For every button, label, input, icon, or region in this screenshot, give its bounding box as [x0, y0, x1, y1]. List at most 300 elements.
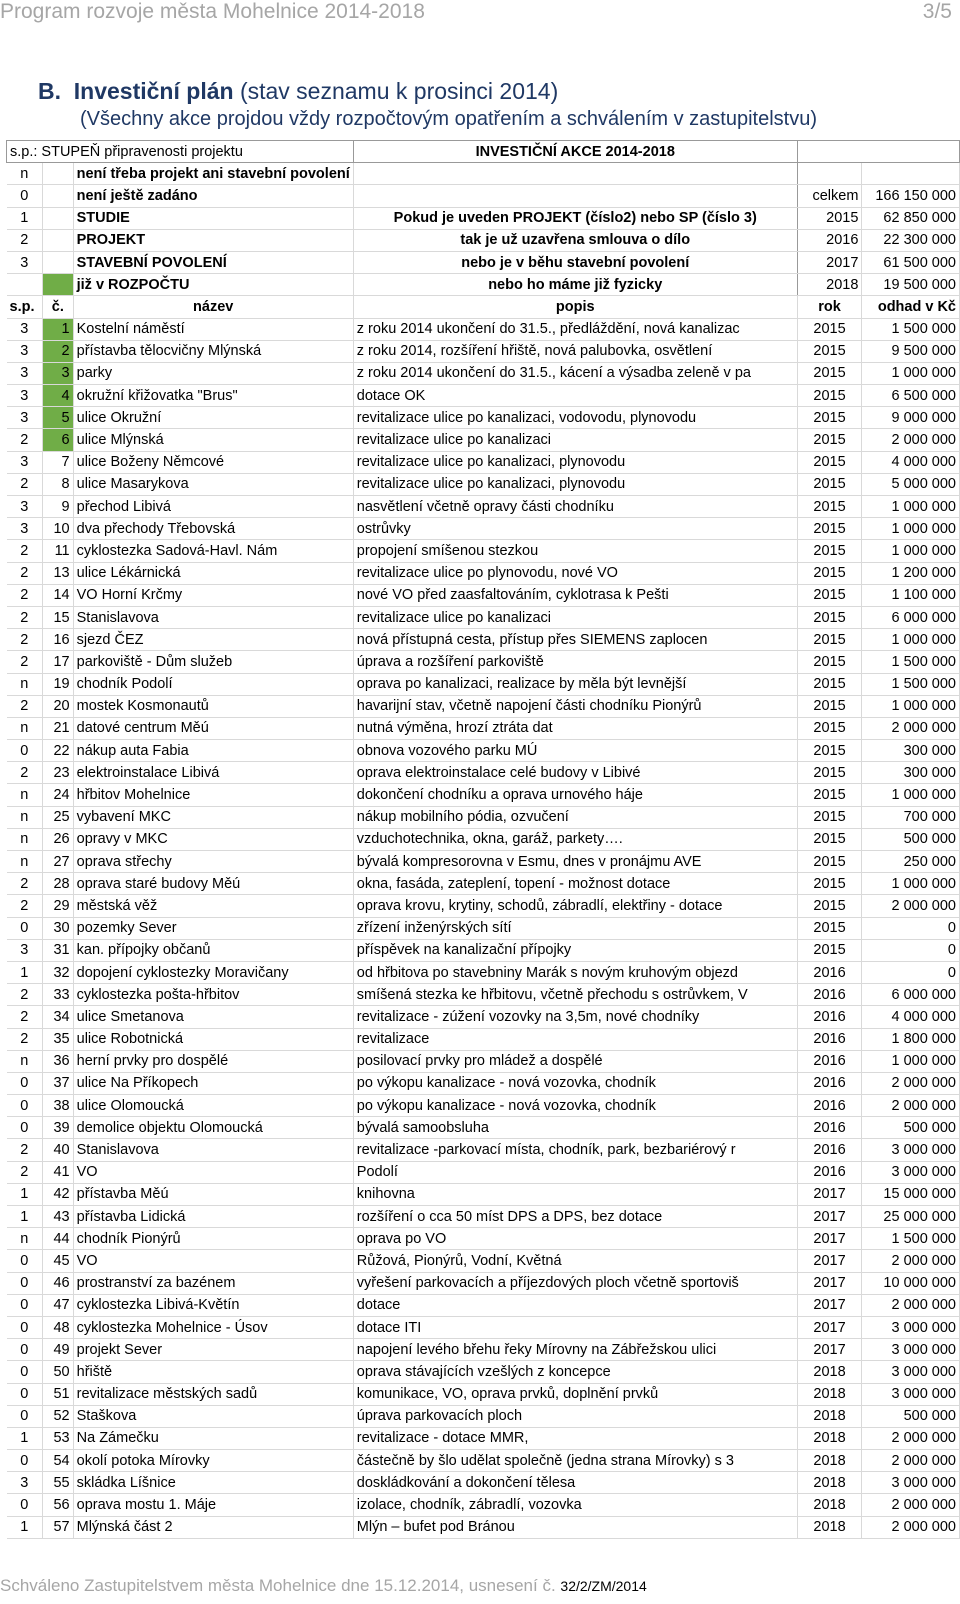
stage-cell: 2 [7, 473, 43, 495]
legend-label: není třeba projekt ani stavební povolení [73, 163, 353, 185]
name-cell: ulice Masarykova [73, 473, 353, 495]
table-row [7, 1339, 960, 1361]
stage-cell: 3 [7, 340, 43, 362]
description-cell: úprava parkovacích ploch [353, 1405, 797, 1427]
table-row [7, 629, 960, 651]
section-heading [38, 78, 558, 105]
name-cell: Kostelní náměstí [73, 318, 353, 340]
number-cell: 1 [42, 318, 73, 340]
number-cell: 42 [42, 1183, 73, 1205]
number-cell: 30 [42, 917, 73, 939]
name-cell: herní prvky pro dospělé [73, 1050, 353, 1072]
amount-cell: 2 000 000 [862, 1450, 960, 1472]
amount-cell: 6 500 000 [862, 385, 960, 407]
amount-cell: 2 000 000 [862, 1427, 960, 1449]
table-row [7, 606, 960, 628]
stage-cell: 3 [7, 385, 43, 407]
description-cell: od hřbitova po stavebniny Marák s novým kruhovým objezd [353, 961, 797, 983]
description-cell: oprava elektroinstalace celé budovy v Libivé [353, 762, 797, 784]
name-cell: ulice Lékárnická [73, 562, 353, 584]
stage-cell: 3 [7, 496, 43, 518]
table-row [7, 1316, 960, 1338]
year-cell: 2016 [797, 1028, 862, 1050]
stage-cell: 2 [7, 606, 43, 628]
legend-label: není ještě zadáno [73, 185, 353, 207]
name-cell: VO Horní Krčmy [73, 584, 353, 606]
stage-cell: 2 [7, 984, 43, 1006]
legend-row [7, 274, 960, 296]
name-cell: dva přechody Třebovská [73, 518, 353, 540]
amount-cell: 1 500 000 [862, 318, 960, 340]
amount-cell: 1 000 000 [862, 362, 960, 384]
year-cell: 2015 [797, 606, 862, 628]
year-cell: 2015 [797, 629, 862, 651]
table-row [7, 562, 960, 584]
amount-cell: 25 000 000 [862, 1206, 960, 1228]
number-cell: 15 [42, 606, 73, 628]
table-row [7, 828, 960, 850]
amount-cell: 1 500 000 [862, 651, 960, 673]
name-cell: kan. přípojky občanů [73, 939, 353, 961]
stage-cell: 1 [7, 961, 43, 983]
stage-cell: 2 [7, 562, 43, 584]
name-cell: okružní křižovatka "Brus" [73, 385, 353, 407]
table-row [7, 784, 960, 806]
table-row [7, 473, 960, 495]
legend-row [7, 163, 960, 185]
table-row [7, 1294, 960, 1316]
amount-cell: 3 000 000 [862, 1339, 960, 1361]
amount-cell: 1 000 000 [862, 629, 960, 651]
table-row [7, 695, 960, 717]
description-cell: dotace OK [353, 385, 797, 407]
description-cell: oprava stávajících vzešlých z koncepce [353, 1361, 797, 1383]
legend-year [797, 163, 862, 185]
stage-cell: 2 [7, 429, 43, 451]
legend-label: PROJEKT [73, 229, 353, 251]
legend-year: celkem [797, 185, 862, 207]
amount-cell: 2 000 000 [862, 1494, 960, 1516]
amount-cell: 15 000 000 [862, 1183, 960, 1205]
description-cell: komunikace, VO, oprava prvků, doplnění prvků [353, 1383, 797, 1405]
year-cell: 2015 [797, 496, 862, 518]
number-cell: 20 [42, 695, 73, 717]
amount-cell: 4 000 000 [862, 1006, 960, 1028]
name-cell: oprava staré budovy Měú [73, 873, 353, 895]
description-cell: bývalá kompresorovna v Esmu, dnes v pronájmu AVE [353, 851, 797, 873]
amount-cell: 700 000 [862, 806, 960, 828]
name-cell: městská věž [73, 895, 353, 917]
legend-row [7, 251, 960, 273]
amount-cell: 1 000 000 [862, 540, 960, 562]
page-number: 3/5 [922, 0, 952, 23]
number-cell: 16 [42, 629, 73, 651]
stage-cell: 1 [7, 1427, 43, 1449]
stage-cell: n [7, 806, 43, 828]
description-cell: izolace, chodník, zábradlí, vozovka [353, 1494, 797, 1516]
name-cell: přístavba tělocvičny Mlýnská [73, 340, 353, 362]
year-cell: 2015 [797, 473, 862, 495]
name-cell: parky [73, 362, 353, 384]
name-cell: hřbitov Mohelnice [73, 784, 353, 806]
name-cell: prostranství za bazénem [73, 1272, 353, 1294]
table-title-row [7, 141, 960, 163]
table-row [7, 917, 960, 939]
description-cell: nové VO před zaasfaltováním, cyklotrasa k Pešti [353, 584, 797, 606]
legend-desc: nebo je v běhu stavební povolení [353, 251, 797, 273]
amount-cell: 1 000 000 [862, 1050, 960, 1072]
number-cell: 44 [42, 1228, 73, 1250]
legend-color [42, 229, 73, 251]
name-cell: nákup auta Fabia [73, 740, 353, 762]
description-cell: nová přístupná cesta, přístup přes SIEMENS zaplocen [353, 629, 797, 651]
number-cell: 31 [42, 939, 73, 961]
amount-cell: 0 [862, 939, 960, 961]
year-cell: 2015 [797, 717, 862, 739]
legend-code: 3 [7, 251, 43, 273]
description-cell: po výkopu kanalizace - nová vozovka, chodník [353, 1095, 797, 1117]
table-row [7, 1383, 960, 1405]
name-cell: ulice Okružní [73, 407, 353, 429]
legend-row [7, 185, 960, 207]
page-footer [0, 1576, 960, 1596]
name-cell: dopojení cyklostezky Moravičany [73, 961, 353, 983]
amount-cell: 1 000 000 [862, 873, 960, 895]
number-cell: 21 [42, 717, 73, 739]
number-cell: 45 [42, 1250, 73, 1272]
name-cell: VO [73, 1250, 353, 1272]
legend-year: 2018 [797, 274, 862, 296]
stage-cell: n [7, 717, 43, 739]
name-cell: ulice Olomoucká [73, 1095, 353, 1117]
table-row [7, 673, 960, 695]
year-cell: 2015 [797, 828, 862, 850]
stage-cell: 2 [7, 1006, 43, 1028]
year-cell: 2016 [797, 1050, 862, 1072]
number-cell: 23 [42, 762, 73, 784]
number-cell: 25 [42, 806, 73, 828]
year-cell: 2015 [797, 540, 862, 562]
stage-cell: 3 [7, 318, 43, 340]
legend-desc: tak je už uzavřena smlouva o dílo [353, 229, 797, 251]
stage-cell: 3 [7, 939, 43, 961]
stage-cell: 2 [7, 762, 43, 784]
name-cell: oprava mostu 1. Máje [73, 1494, 353, 1516]
year-cell: 2016 [797, 1095, 862, 1117]
stage-cell: 0 [7, 1294, 43, 1316]
number-cell: 3 [42, 362, 73, 384]
number-cell: 54 [42, 1450, 73, 1472]
stage-cell: n [7, 828, 43, 850]
name-cell: sjezd ČEZ [73, 629, 353, 651]
year-cell: 2018 [797, 1516, 862, 1538]
description-cell: revitalizace ulice po kanalizaci [353, 429, 797, 451]
year-cell: 2015 [797, 584, 862, 606]
stage-cell: 0 [7, 1272, 43, 1294]
stage-cell: 3 [7, 518, 43, 540]
description-cell: revitalizace - zúžení vozovky na 3,5m, nové chodníky [353, 1006, 797, 1028]
year-cell: 2017 [797, 1183, 862, 1205]
table-row [7, 518, 960, 540]
amount-cell: 10 000 000 [862, 1272, 960, 1294]
name-cell: mostek Kosmonautů [73, 695, 353, 717]
table-row [7, 1139, 960, 1161]
column-header: název [73, 296, 353, 318]
table-row [7, 1072, 960, 1094]
legend-desc: nebo ho máme již fyzicky [353, 274, 797, 296]
year-cell: 2018 [797, 1472, 862, 1494]
description-cell: dotace ITI [353, 1316, 797, 1338]
number-cell: 5 [42, 407, 73, 429]
legend-code: n [7, 163, 43, 185]
name-cell: Stanislavova [73, 606, 353, 628]
legend-color [42, 274, 73, 296]
table-row [7, 340, 960, 362]
number-cell: 49 [42, 1339, 73, 1361]
amount-cell: 300 000 [862, 762, 960, 784]
description-cell: nákup mobilního pódia, ozvučení [353, 806, 797, 828]
blank-cell [797, 141, 959, 163]
name-cell: hřiště [73, 1361, 353, 1383]
year-cell: 2016 [797, 1139, 862, 1161]
number-cell: 11 [42, 540, 73, 562]
year-cell: 2016 [797, 1117, 862, 1139]
table-row [7, 1272, 960, 1294]
description-cell: posilovací prvky pro mládež a dospělé [353, 1050, 797, 1072]
year-cell: 2018 [797, 1427, 862, 1449]
name-cell: chodník Podolí [73, 673, 353, 695]
name-cell: chodník Pionýrů [73, 1228, 353, 1250]
name-cell: ulice Smetanova [73, 1006, 353, 1028]
amount-cell: 1 200 000 [862, 562, 960, 584]
number-cell: 24 [42, 784, 73, 806]
year-cell: 2015 [797, 562, 862, 584]
amount-cell: 1 000 000 [862, 784, 960, 806]
table-row [7, 584, 960, 606]
table-row [7, 895, 960, 917]
stage-cell: 2 [7, 1139, 43, 1161]
stage-cell: 2 [7, 540, 43, 562]
name-cell: skládka Líšnice [73, 1472, 353, 1494]
table-row [7, 451, 960, 473]
column-header: č. [42, 296, 73, 318]
number-cell: 39 [42, 1117, 73, 1139]
year-cell: 2018 [797, 1361, 862, 1383]
year-cell: 2017 [797, 1272, 862, 1294]
table-row [7, 1361, 960, 1383]
description-cell: revitalizace ulice po kanalizaci, plynovodu [353, 451, 797, 473]
description-cell: úprava a rozšíření parkoviště [353, 651, 797, 673]
table-row [7, 1405, 960, 1427]
description-cell: nasvětlení včetně opravy části chodníku [353, 496, 797, 518]
number-cell: 57 [42, 1516, 73, 1538]
amount-cell: 3 000 000 [862, 1472, 960, 1494]
amount-cell: 6 000 000 [862, 984, 960, 1006]
legend-amount: 19 500 000 [862, 274, 960, 296]
number-cell: 4 [42, 385, 73, 407]
description-cell: doskládkování a dokončení tělesa [353, 1472, 797, 1494]
table-row [7, 1427, 960, 1449]
table-row [7, 984, 960, 1006]
legend-code: 0 [7, 185, 43, 207]
legend-label: již v ROZPOČTU [73, 274, 353, 296]
amount-cell: 3 000 000 [862, 1383, 960, 1405]
name-cell: ulice Boženy Němcové [73, 451, 353, 473]
name-cell: okolí potoka Mírovky [73, 1450, 353, 1472]
amount-cell: 2 000 000 [862, 717, 960, 739]
table-row [7, 429, 960, 451]
investment-title: INVESTIČNÍ AKCE 2014-2018 [353, 141, 797, 163]
year-cell: 2015 [797, 385, 862, 407]
description-cell: z roku 2014 ukončení do 31.5., kácení a výsadba zeleně v pa [353, 362, 797, 384]
table-row [7, 1183, 960, 1205]
stage-cell: 0 [7, 1072, 43, 1094]
year-cell: 2015 [797, 740, 862, 762]
legend-row [7, 207, 960, 229]
stage-cell: 1 [7, 1206, 43, 1228]
amount-cell: 3 000 000 [862, 1316, 960, 1338]
readiness-title: s.p.: STUPEŇ připravenosti projektu [7, 141, 354, 163]
table-row [7, 496, 960, 518]
year-cell: 2017 [797, 1294, 862, 1316]
table-row [7, 717, 960, 739]
legend-label: STUDIE [73, 207, 353, 229]
description-cell: z roku 2014, rozšíření hřiště, nová palubovka, osvětlení [353, 340, 797, 362]
number-cell: 32 [42, 961, 73, 983]
stage-cell: 2 [7, 584, 43, 606]
table-row [7, 1117, 960, 1139]
table-row [7, 1472, 960, 1494]
name-cell: cyklostezka pošta-hřbitov [73, 984, 353, 1006]
section-title: Investiční plán [73, 78, 234, 104]
number-cell: 14 [42, 584, 73, 606]
description-cell: napojení levého břehu řeky Mírovny na Zábřežskou ulici [353, 1339, 797, 1361]
description-cell: po výkopu kanalizace - nová vozovka, chodník [353, 1072, 797, 1094]
number-cell: 53 [42, 1427, 73, 1449]
table-row [7, 1450, 960, 1472]
amount-cell: 2 000 000 [862, 1250, 960, 1272]
column-header-row [7, 296, 960, 318]
number-cell: 48 [42, 1316, 73, 1338]
name-cell: přístavba Měú [73, 1183, 353, 1205]
amount-cell: 9 000 000 [862, 407, 960, 429]
legend-amount [862, 163, 960, 185]
number-cell: 7 [42, 451, 73, 473]
table-row [7, 1250, 960, 1272]
year-cell: 2016 [797, 961, 862, 983]
legend-amount: 61 500 000 [862, 251, 960, 273]
description-cell: revitalizace ulice po kanalizaci, vodovodu, plynovodu [353, 407, 797, 429]
amount-cell: 2 000 000 [862, 1516, 960, 1538]
table-row [7, 740, 960, 762]
description-cell: rozšíření o cca 50 míst DPS a DPS, bez dotace [353, 1206, 797, 1228]
name-cell: pozemky Sever [73, 917, 353, 939]
table-row [7, 1516, 960, 1538]
year-cell: 2018 [797, 1405, 862, 1427]
amount-cell: 5 000 000 [862, 473, 960, 495]
year-cell: 2018 [797, 1383, 862, 1405]
description-cell: bývalá samoobsluha [353, 1117, 797, 1139]
stage-cell: 2 [7, 695, 43, 717]
stage-cell: 3 [7, 1472, 43, 1494]
year-cell: 2015 [797, 873, 862, 895]
description-cell: Růžová, Pionýrů, Vodní, Květná [353, 1250, 797, 1272]
document-title: Program rozvoje města Mohelnice 2014-2018 [0, 0, 425, 23]
year-cell: 2015 [797, 695, 862, 717]
stage-cell: n [7, 1050, 43, 1072]
name-cell: demolice objektu Olomoucká [73, 1117, 353, 1139]
amount-cell: 1 100 000 [862, 584, 960, 606]
table-row [7, 318, 960, 340]
description-cell: dotace [353, 1294, 797, 1316]
table-row [7, 1494, 960, 1516]
stage-cell: 0 [7, 1405, 43, 1427]
table-row [7, 362, 960, 384]
amount-cell: 0 [862, 961, 960, 983]
name-cell: VO [73, 1161, 353, 1183]
stage-cell: 1 [7, 1183, 43, 1205]
description-cell: zřízení inženýrských sítí [353, 917, 797, 939]
name-cell: Mlýnská část 2 [73, 1516, 353, 1538]
number-cell: 46 [42, 1272, 73, 1294]
description-cell: havarijní stav, včetně napojení části chodníku Pionýrů [353, 695, 797, 717]
year-cell: 2015 [797, 917, 862, 939]
table-row [7, 939, 960, 961]
legend-desc [353, 163, 797, 185]
legend-amount: 22 300 000 [862, 229, 960, 251]
legend-desc: Pokud je uveden PROJEKT (číslo2) nebo SP (číslo 3) [353, 207, 797, 229]
section-subheading: (Všechny akce projdou vždy rozpočtovým opatřením a schválením v zastupitelstvu) [80, 108, 817, 130]
amount-cell: 1 000 000 [862, 518, 960, 540]
amount-cell: 9 500 000 [862, 340, 960, 362]
amount-cell: 2 000 000 [862, 429, 960, 451]
name-cell: ulice Mlýnská [73, 429, 353, 451]
legend-amount: 166 150 000 [862, 185, 960, 207]
legend-year: 2016 [797, 229, 862, 251]
name-cell: Staškova [73, 1405, 353, 1427]
amount-cell: 3 000 000 [862, 1139, 960, 1161]
year-cell: 2015 [797, 651, 862, 673]
year-cell: 2016 [797, 984, 862, 1006]
amount-cell: 1 500 000 [862, 673, 960, 695]
year-cell: 2018 [797, 1494, 862, 1516]
number-cell: 38 [42, 1095, 73, 1117]
page-header [0, 0, 960, 30]
number-cell: 33 [42, 984, 73, 1006]
legend-code [7, 274, 43, 296]
name-cell: ulice Na Příkopech [73, 1072, 353, 1094]
year-cell: 2015 [797, 362, 862, 384]
table-row [7, 1006, 960, 1028]
name-cell: datové centrum Měú [73, 717, 353, 739]
year-cell: 2015 [797, 939, 862, 961]
name-cell: Na Zámečku [73, 1427, 353, 1449]
table-row [7, 1161, 960, 1183]
amount-cell: 1 000 000 [862, 496, 960, 518]
name-cell: cyklostezka Sadová-Havl. Nám [73, 540, 353, 562]
number-cell: 55 [42, 1472, 73, 1494]
stage-cell: 0 [7, 1383, 43, 1405]
stage-cell: 0 [7, 740, 43, 762]
name-cell: přístavba Lidická [73, 1206, 353, 1228]
column-header: rok [797, 296, 862, 318]
year-cell: 2015 [797, 407, 862, 429]
description-cell: oprava po VO [353, 1228, 797, 1250]
stage-cell: 0 [7, 1494, 43, 1516]
year-cell: 2015 [797, 895, 862, 917]
name-cell: revitalizace městských sadů [73, 1383, 353, 1405]
description-cell: Podolí [353, 1161, 797, 1183]
